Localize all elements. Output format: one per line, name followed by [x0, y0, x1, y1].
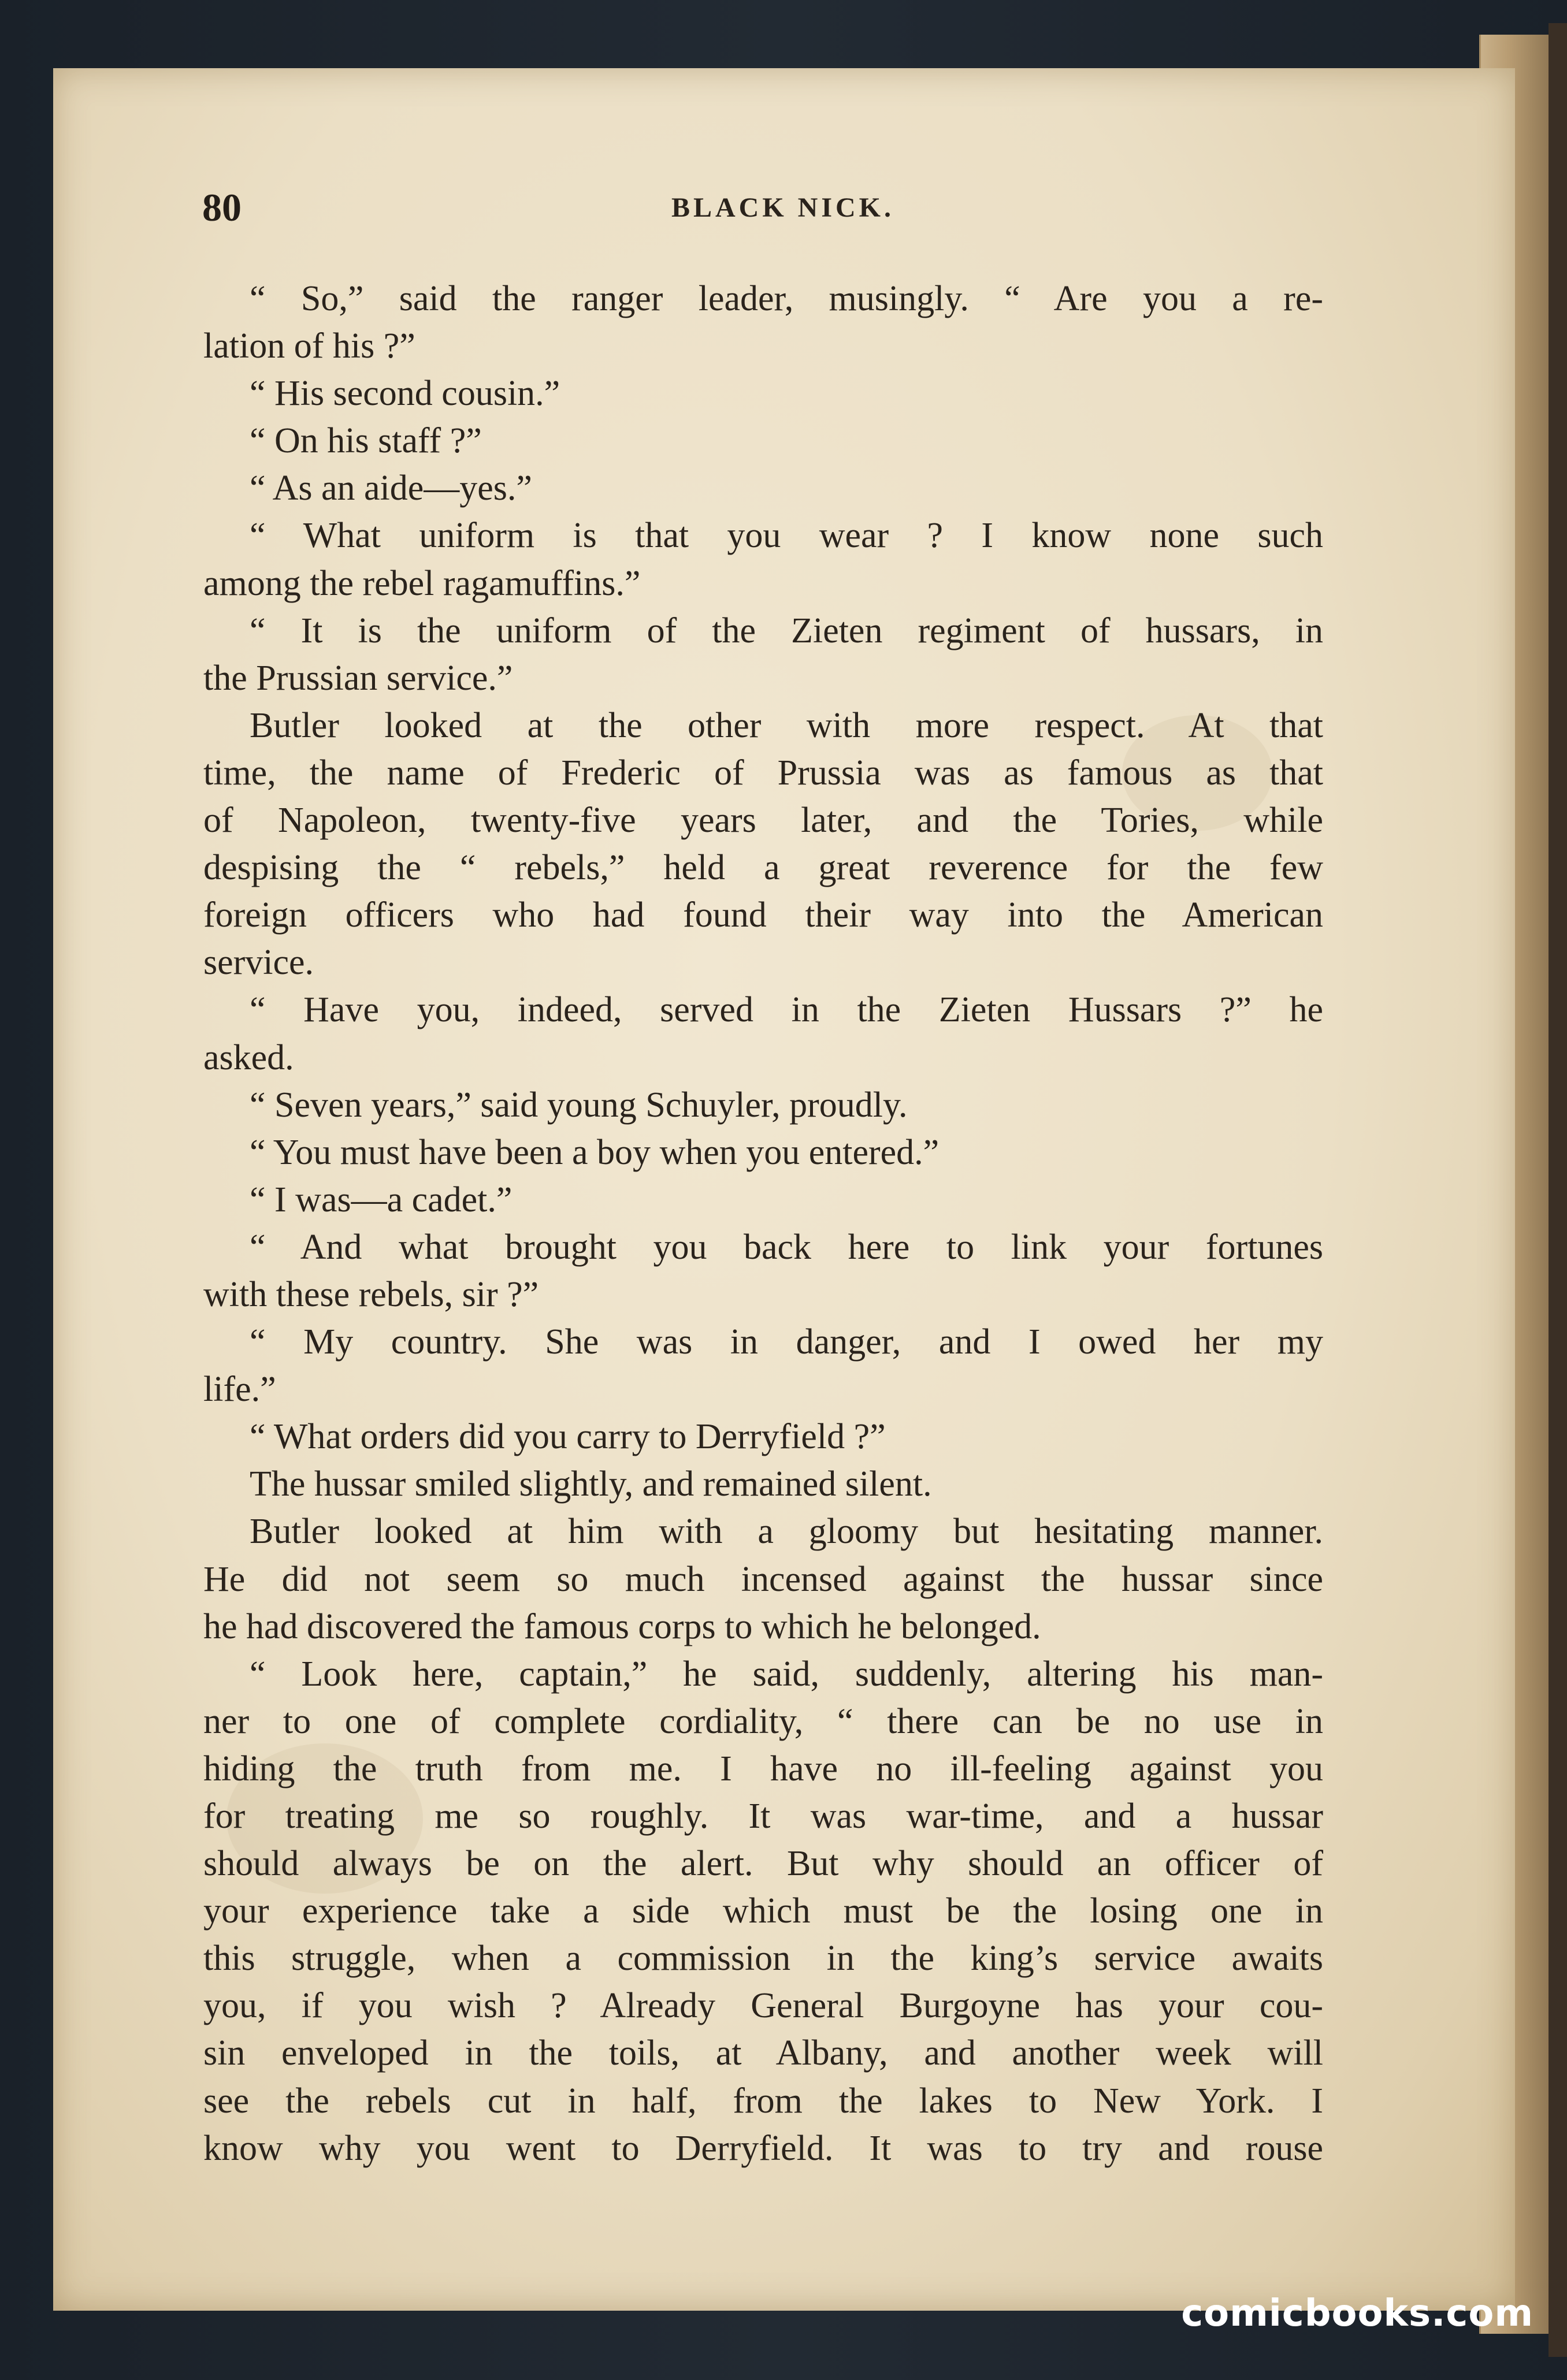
text-line: Butler looked at the other with more respect. At that — [250, 705, 1323, 745]
text-line: The hussar smiled slightly, and remained silent. — [250, 1464, 932, 1504]
body-text — [203, 275, 1323, 2172]
site-watermark: comicbooks.com — [1181, 2292, 1533, 2335]
text-line: “ His second cousin.” — [250, 374, 560, 414]
text-line: “ As an aide—yes.” — [250, 468, 532, 508]
page-header — [202, 185, 1364, 231]
text-line: time, the name of Frederic of Prussia was as famous as that — [203, 753, 1323, 793]
text-line: “ I was—a cadet.” — [250, 1180, 513, 1219]
text-line: “ My country. She was in danger, and I owed her my — [250, 1322, 1323, 1362]
text-line: “ It is the uniform of the Zieten regiment of hussars, in — [250, 611, 1323, 650]
text-line: service. — [203, 943, 314, 983]
text-line: despising the “ rebels,” held a great reverence for the few — [203, 848, 1323, 888]
text-line: ner to one of complete cordiality, “ there can be no use in — [203, 1701, 1323, 1741]
running-title: BLACK NICK. — [671, 192, 895, 223]
text-line: your experience take a side which must be the losing one in — [203, 1891, 1323, 1931]
text-line: of Napoleon, twenty-five years later, and the Tories, while — [203, 801, 1323, 841]
page-number: 80 — [202, 185, 242, 229]
text-line: hiding the truth from me. I have no ill-feeling against you — [203, 1749, 1323, 1788]
text-line: you, if you wish ? Already General Burgoyne has your cou- — [203, 1986, 1323, 2026]
text-line: “ What orders did you carry to Derryfield ?” — [250, 1417, 886, 1457]
text-line: the Prussian service.” — [203, 658, 513, 698]
text-line: lation of his ?” — [203, 326, 415, 366]
text-line: “ And what brought you back here to link your fortunes — [250, 1227, 1323, 1267]
text-line: He did not seem so much incensed against the hussar since — [203, 1559, 1323, 1599]
text-line: among the rebel ragamuffins.” — [203, 563, 641, 603]
text-line: “ Look here, captain,” he said, suddenly, altering his man- — [250, 1654, 1323, 1694]
text-line: Butler looked at him with a gloomy but hesitating manner. — [250, 1512, 1323, 1552]
text-line: “ On his staff ?” — [250, 421, 482, 461]
text-line: should always be on the alert. But why should an officer of — [203, 1844, 1323, 1884]
text-line: “ What uniform is that you wear ? I know none such — [250, 516, 1323, 556]
text-line: foreign officers who had found their way into the American — [203, 895, 1323, 935]
book-spine — [1549, 23, 1567, 2357]
text-line: “ Have you, indeed, served in the Zieten Hussars ?” he — [250, 990, 1323, 1030]
text-line: see the rebels cut in half, from the lakes to New York. I — [203, 2081, 1323, 2121]
text-line: know why you went to Derryfield. It was to try and rouse — [203, 2128, 1323, 2168]
text-line: with these rebels, sir ?” — [203, 1274, 539, 1314]
text-line: “ Seven years,” said young Schuyler, proudly. — [250, 1085, 908, 1125]
text-line: life.” — [203, 1370, 276, 1410]
text-line: “ You must have been a boy when you entered.” — [250, 1132, 940, 1172]
text-line: asked. — [203, 1037, 294, 1077]
text-line: “ So,” said the ranger leader, musingly. “ Are you a re- — [250, 279, 1323, 318]
text-line: this struggle, when a commission in the king’s service awaits — [203, 1939, 1323, 1979]
text-line: he had discovered the famous corps to which he belonged. — [203, 1606, 1041, 1646]
text-line: for treating me so roughly. It was war-time, and a hussar — [203, 1797, 1323, 1836]
text-line: sin enveloped in the toils, at Albany, and another week will — [203, 2033, 1323, 2073]
